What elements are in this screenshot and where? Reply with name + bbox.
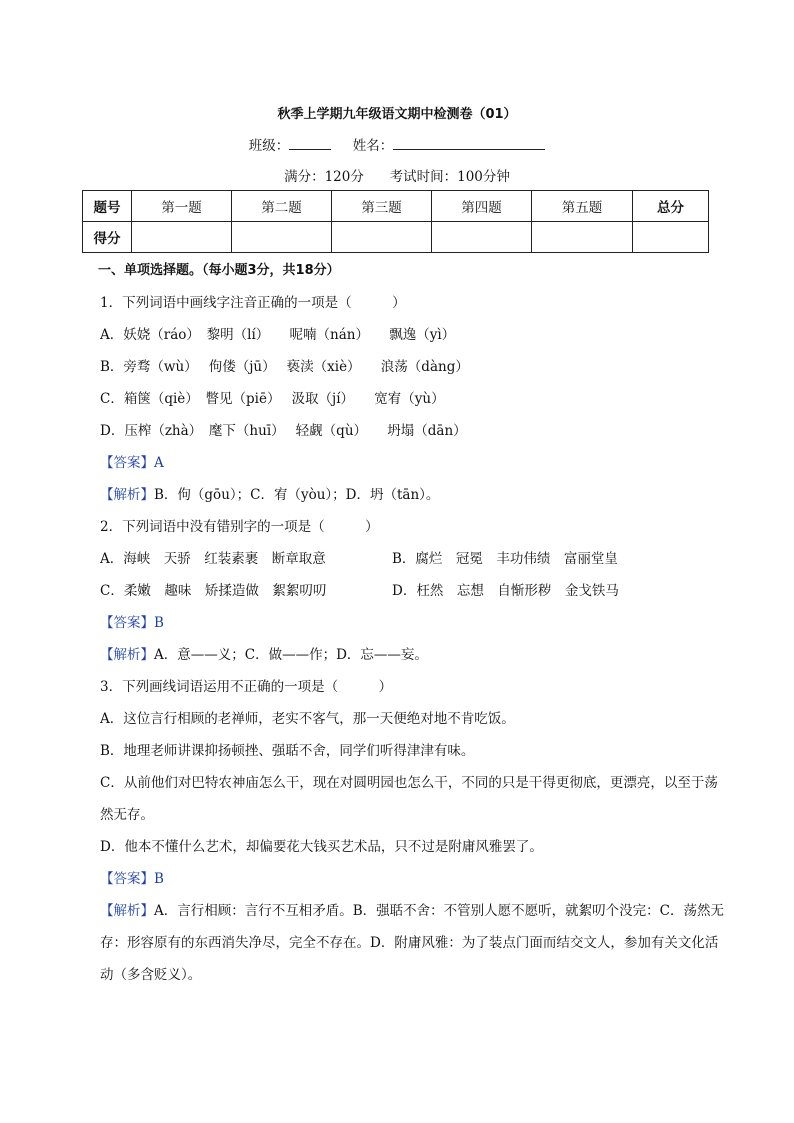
q3-option-d: D．他本不懂什么艺术，却偏要花大钱买艺术品，只不过是附庸风雅罢了。 bbox=[100, 839, 543, 855]
q2-stem: 2．下列词语中没有错别字的一项是（ ） bbox=[100, 519, 379, 535]
score-input-cell[interactable] bbox=[332, 222, 432, 253]
question-content bbox=[100, 262, 725, 991]
score-input-cell[interactable] bbox=[633, 222, 709, 253]
q3-option-c: C．从前他们对巴特农神庙怎么干，现在对圆明园也怎么干，不同的只是干得更彻底，更漂亮，以至于荡然无存。 bbox=[100, 775, 718, 823]
analysis-text: A．言行相顾：言行不互相矛盾。B．强聒不舍：不管别人愿不愿听，就絮叨个没完：C．荡然无存：形容原有的东西消失净尽，完全不存在。D．附庸风雅：为了装点门面而结交文人，参加有关文化活动（多含贬义）。 bbox=[100, 903, 724, 983]
q2-analysis bbox=[100, 646, 725, 678]
score-input-cell[interactable] bbox=[532, 222, 633, 253]
q1-analysis bbox=[100, 486, 725, 518]
analysis-text: A．意——义；C．做——作；D．忘——妄。 bbox=[154, 647, 428, 663]
q2-option-c: C．柔嫩 趣味 矫揉造做 絮絮叨叨 bbox=[100, 583, 327, 599]
score-table-score-row bbox=[83, 222, 709, 253]
answer-tag: 【答案】 bbox=[100, 455, 154, 471]
name-blank[interactable] bbox=[393, 136, 545, 150]
section-heading: 一、单项选择题。（每小题3分，共18分） bbox=[98, 263, 340, 278]
answer-value: B bbox=[154, 615, 164, 631]
full-score: 满分：120分 bbox=[284, 169, 364, 185]
score-table bbox=[82, 190, 709, 253]
class-label: 班级： bbox=[248, 138, 290, 154]
answer-tag: 【答案】 bbox=[100, 615, 154, 631]
table-cell: 第四题 bbox=[432, 191, 532, 222]
q2-options-ab bbox=[100, 550, 725, 582]
q2-answer bbox=[100, 614, 725, 646]
class-blank[interactable] bbox=[289, 136, 331, 150]
answer-value: A bbox=[154, 455, 164, 471]
q2-option-d: D．枉然 忘想 自惭形秽 金戈铁马 bbox=[392, 583, 619, 599]
q1-answer bbox=[100, 454, 725, 486]
table-cell: 总分 bbox=[633, 191, 709, 222]
analysis-tag: 【解析】 bbox=[100, 647, 154, 663]
answer-value: B bbox=[154, 871, 164, 887]
table-cell: 题号 bbox=[83, 191, 132, 222]
score-input-cell[interactable] bbox=[232, 222, 332, 253]
table-cell: 第五题 bbox=[532, 191, 633, 222]
name-label: 姓名： bbox=[352, 138, 394, 154]
analysis-tag: 【解析】 bbox=[100, 487, 154, 503]
analysis-text: B．佝（gōu）；C．宥（yòu）；D．坍（tān）。 bbox=[154, 487, 440, 503]
q2-option-b: B．腐烂 冠冕 丰功伟绩 富丽堂皇 bbox=[392, 551, 618, 567]
q1-option-d: D．压榨（zhà） 麾下（huī） 轻觑（qù） 坍塌（dān） bbox=[100, 423, 467, 439]
score-time-line bbox=[0, 165, 794, 185]
class-name-line bbox=[0, 134, 794, 154]
q1-option-b: B．旁骛（wù） 佝偻（jū） 亵渎（xiè） 浪荡（dàng） bbox=[100, 359, 469, 375]
q1-option-c: C．箱箧（qiè） 瞥见（piē） 汲取（jí） 宽宥（yù） bbox=[100, 391, 445, 407]
q2-option-a: A．海峡 天骄 红装素裹 断章取意 bbox=[100, 551, 326, 567]
q3-analysis bbox=[100, 895, 725, 991]
q1-option-a: A．妖娆（ráo） 黎明（lí） 呢喃（nán） 飘逸（yì） bbox=[100, 327, 456, 343]
q3-option-b: B．地理老师讲课抑扬顿挫、强聒不舍，同学们听得津津有味。 bbox=[100, 743, 475, 759]
score-input-cell[interactable] bbox=[432, 222, 532, 253]
score-input-cell[interactable] bbox=[132, 222, 232, 253]
table-cell: 得分 bbox=[83, 222, 132, 253]
q3-option-a: A．这位言行相顾的老禅师，老实不客气，那一天便绝对地不肯吃饭。 bbox=[100, 711, 515, 727]
analysis-tag: 【解析】 bbox=[100, 903, 154, 919]
answer-tag: 【答案】 bbox=[100, 871, 154, 887]
page-title: 秋季上学期九年级语文期中检测卷（01） bbox=[277, 107, 517, 122]
q1-stem: 1．下列词语中画线字注音正确的一项是（ ） bbox=[100, 295, 406, 311]
score-table-header-row bbox=[83, 191, 709, 222]
table-cell: 第三题 bbox=[332, 191, 432, 222]
exam-time: 考试时间：100分钟 bbox=[389, 169, 510, 185]
q2-options-cd bbox=[100, 582, 725, 614]
table-cell: 第一题 bbox=[132, 191, 232, 222]
q3-stem: 3．下列画线词语运用不正确的一项是（ ） bbox=[100, 679, 393, 695]
table-cell: 第二题 bbox=[232, 191, 332, 222]
